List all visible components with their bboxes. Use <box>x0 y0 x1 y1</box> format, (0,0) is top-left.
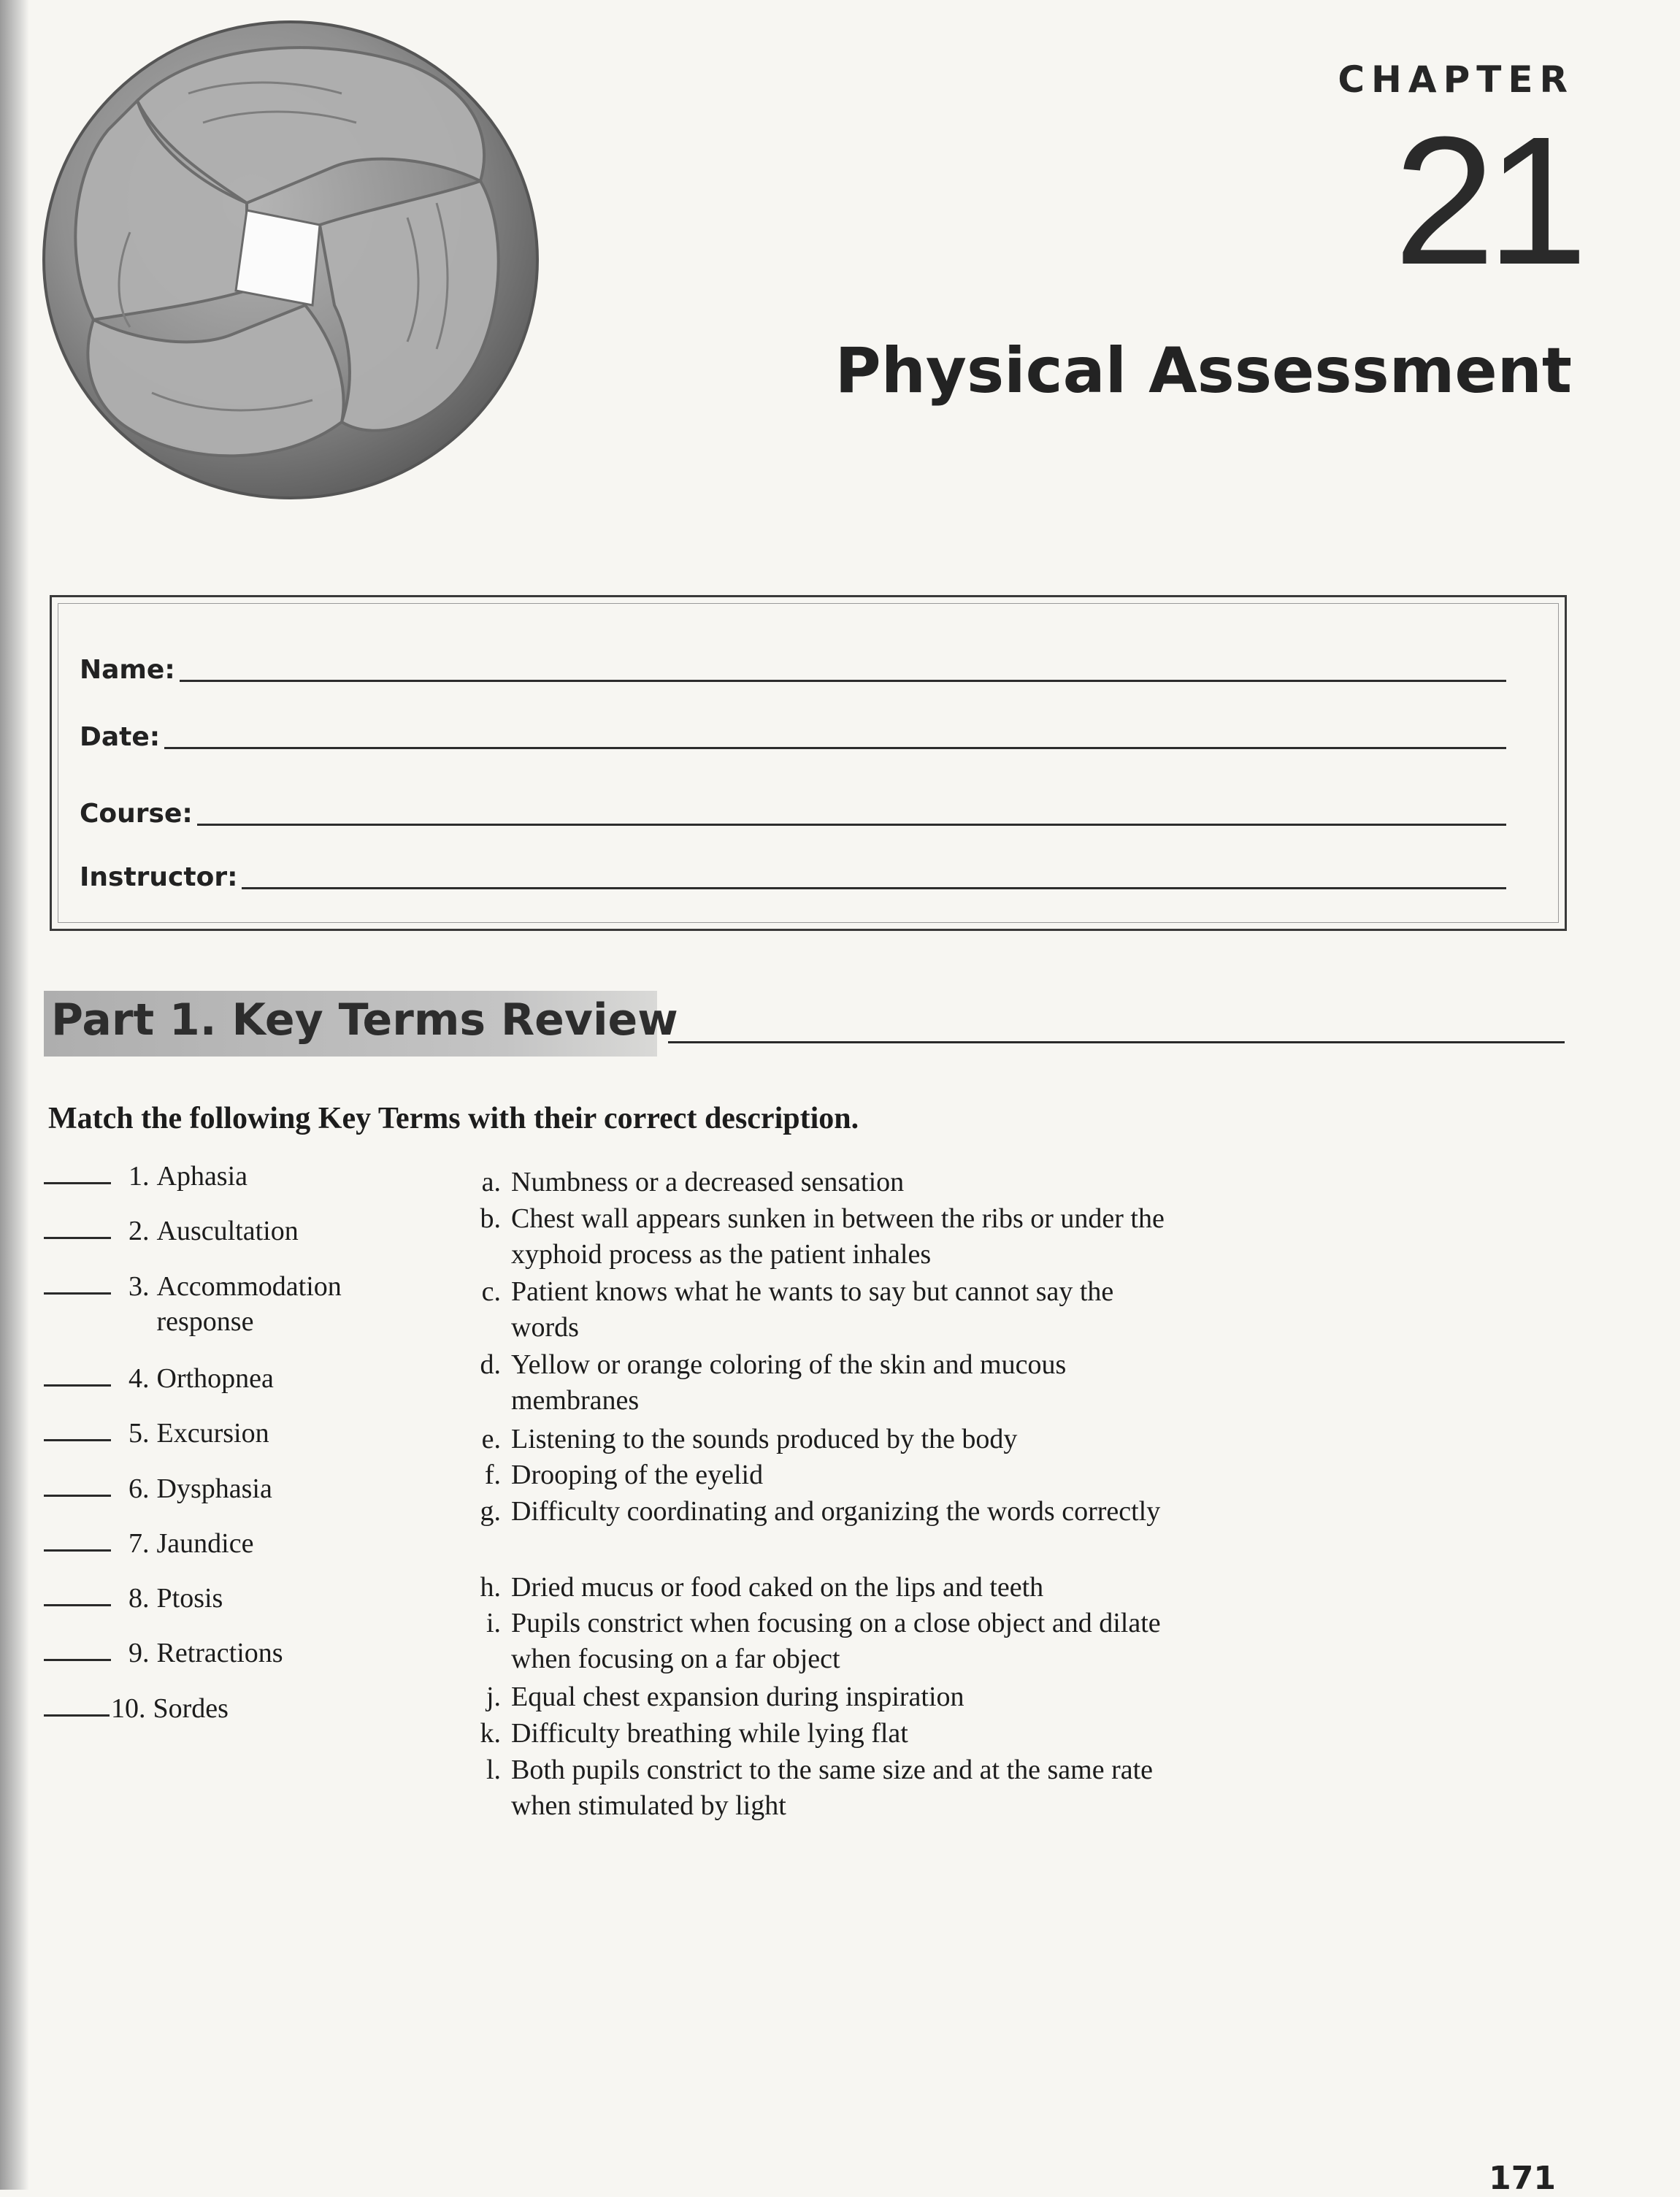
term-label: Jaundice <box>156 1528 254 1559</box>
term-label: Orthopnea <box>156 1363 274 1394</box>
chapter-label: CHAPTER <box>1338 58 1574 101</box>
answer-blank[interactable] <box>44 1269 111 1295</box>
description-item <box>467 1347 1168 1419</box>
chapter-number: 21 <box>1393 99 1579 302</box>
term-label: Dysphasia <box>156 1473 272 1504</box>
answer-blank[interactable] <box>44 1213 111 1239</box>
description-item <box>467 1274 1168 1346</box>
description-letter: g. <box>480 1496 501 1527</box>
description-text: Difficulty coordinating and organizing the words correctly <box>511 1496 1161 1527</box>
term-item <box>44 1159 423 1194</box>
term-number: 2. <box>129 1216 150 1246</box>
description-text: Patient knows what he wants to say but cannot say the words <box>511 1276 1114 1343</box>
term-item <box>44 1526 423 1561</box>
term-label: Excursion <box>156 1418 269 1449</box>
date-line[interactable] <box>164 747 1506 749</box>
instructor-line[interactable] <box>242 887 1506 889</box>
course-field[interactable] <box>80 783 1506 827</box>
description-item <box>467 1570 1168 1606</box>
term-item <box>44 1581 423 1616</box>
term-item <box>44 1213 423 1249</box>
term-item <box>44 1691 423 1726</box>
description-letter: f. <box>484 1460 501 1490</box>
answer-blank[interactable] <box>44 1361 111 1387</box>
description-item <box>467 1716 1168 1752</box>
term-number: 9. <box>129 1638 150 1668</box>
term-number: 5. <box>129 1418 150 1449</box>
description-text: Drooping of the eyelid <box>511 1460 764 1490</box>
description-item <box>467 1457 1168 1493</box>
term-label: Auscultation <box>156 1216 299 1246</box>
date-field[interactable] <box>80 707 1506 751</box>
term-number: 6. <box>129 1473 150 1504</box>
term-number: 1. <box>129 1161 150 1192</box>
description-text: Both pupils constrict to the same size and at the same rate when stimulated by light <box>511 1755 1154 1821</box>
answer-blank[interactable] <box>44 1471 111 1497</box>
description-letter: j. <box>486 1682 501 1712</box>
answer-blank[interactable] <box>44 1636 111 1661</box>
term-label: Aphasia <box>156 1161 248 1192</box>
course-label: Course: <box>80 799 193 829</box>
description-letter: k. <box>480 1718 501 1749</box>
description-item <box>467 1422 1168 1457</box>
description-letter: l. <box>486 1755 501 1785</box>
description-text: Equal chest expansion during inspiration <box>511 1682 964 1712</box>
term-label: Sordes <box>153 1693 229 1724</box>
term-item <box>44 1471 423 1506</box>
description-letter: a. <box>481 1167 501 1197</box>
part-title: Part 1. Key Terms Review <box>51 994 678 1046</box>
answer-blank[interactable] <box>44 1526 111 1552</box>
description-text: Numbness or a decreased sensation <box>511 1167 905 1197</box>
term-label: Retractions <box>156 1638 283 1668</box>
answer-blank[interactable] <box>44 1691 110 1717</box>
term-number: 10. <box>111 1693 146 1724</box>
description-text: Yellow or orange coloring of the skin and mucous membranes <box>511 1349 1067 1416</box>
description-item <box>467 1201 1168 1273</box>
part-rule <box>668 1041 1565 1043</box>
description-text: Pupils constrict when focusing on a close object and dilate when focusing on a far object <box>511 1608 1161 1674</box>
answer-blank[interactable] <box>44 1159 111 1184</box>
term-label: Ptosis <box>156 1583 223 1614</box>
term-number: 3. <box>129 1271 150 1302</box>
hands-sphere-logo-icon <box>28 13 548 510</box>
description-text: Listening to the sounds produced by the body <box>511 1424 1018 1454</box>
description-letter: e. <box>481 1424 501 1454</box>
instructor-label: Instructor: <box>80 862 238 892</box>
course-line[interactable] <box>197 824 1506 826</box>
description-item <box>467 1494 1168 1530</box>
description-item <box>467 1606 1168 1677</box>
name-line[interactable] <box>180 680 1506 682</box>
answer-blank[interactable] <box>44 1416 111 1441</box>
term-item <box>44 1361 423 1396</box>
term-item <box>44 1269 394 1339</box>
description-letter: c. <box>481 1276 501 1307</box>
description-item <box>467 1679 1168 1715</box>
description-letter: i. <box>486 1608 501 1638</box>
term-number: 8. <box>129 1583 150 1614</box>
description-text: Dried mucus or food caked on the lips and teeth <box>511 1572 1044 1603</box>
page-shadow <box>0 0 29 2190</box>
term-item <box>44 1636 423 1671</box>
instructor-field[interactable] <box>80 847 1506 891</box>
description-text: Difficulty breathing while lying flat <box>511 1718 908 1749</box>
description-item <box>467 1165 1168 1200</box>
answer-blank[interactable] <box>44 1581 111 1606</box>
description-item <box>467 1752 1168 1824</box>
instructions: Match the following Key Terms with their correct description. <box>48 1102 859 1135</box>
page-number: 171 <box>1489 2160 1556 2197</box>
student-info-box <box>50 595 1567 931</box>
term-number: 4. <box>129 1363 150 1394</box>
description-letter: d. <box>480 1349 501 1380</box>
name-field[interactable] <box>80 640 1506 683</box>
description-letter: b. <box>480 1203 501 1234</box>
term-item <box>44 1416 423 1451</box>
name-label: Name: <box>80 655 175 685</box>
description-letter: h. <box>480 1572 501 1603</box>
description-text: Chest wall appears sunken in between the ribs or under the xyphoid process as the patient inhales <box>511 1203 1165 1270</box>
term-number: 7. <box>129 1528 150 1559</box>
term-label: Accommodation response <box>156 1271 342 1337</box>
chapter-title: Physical Assessment <box>835 334 1572 407</box>
date-label: Date: <box>80 722 161 752</box>
